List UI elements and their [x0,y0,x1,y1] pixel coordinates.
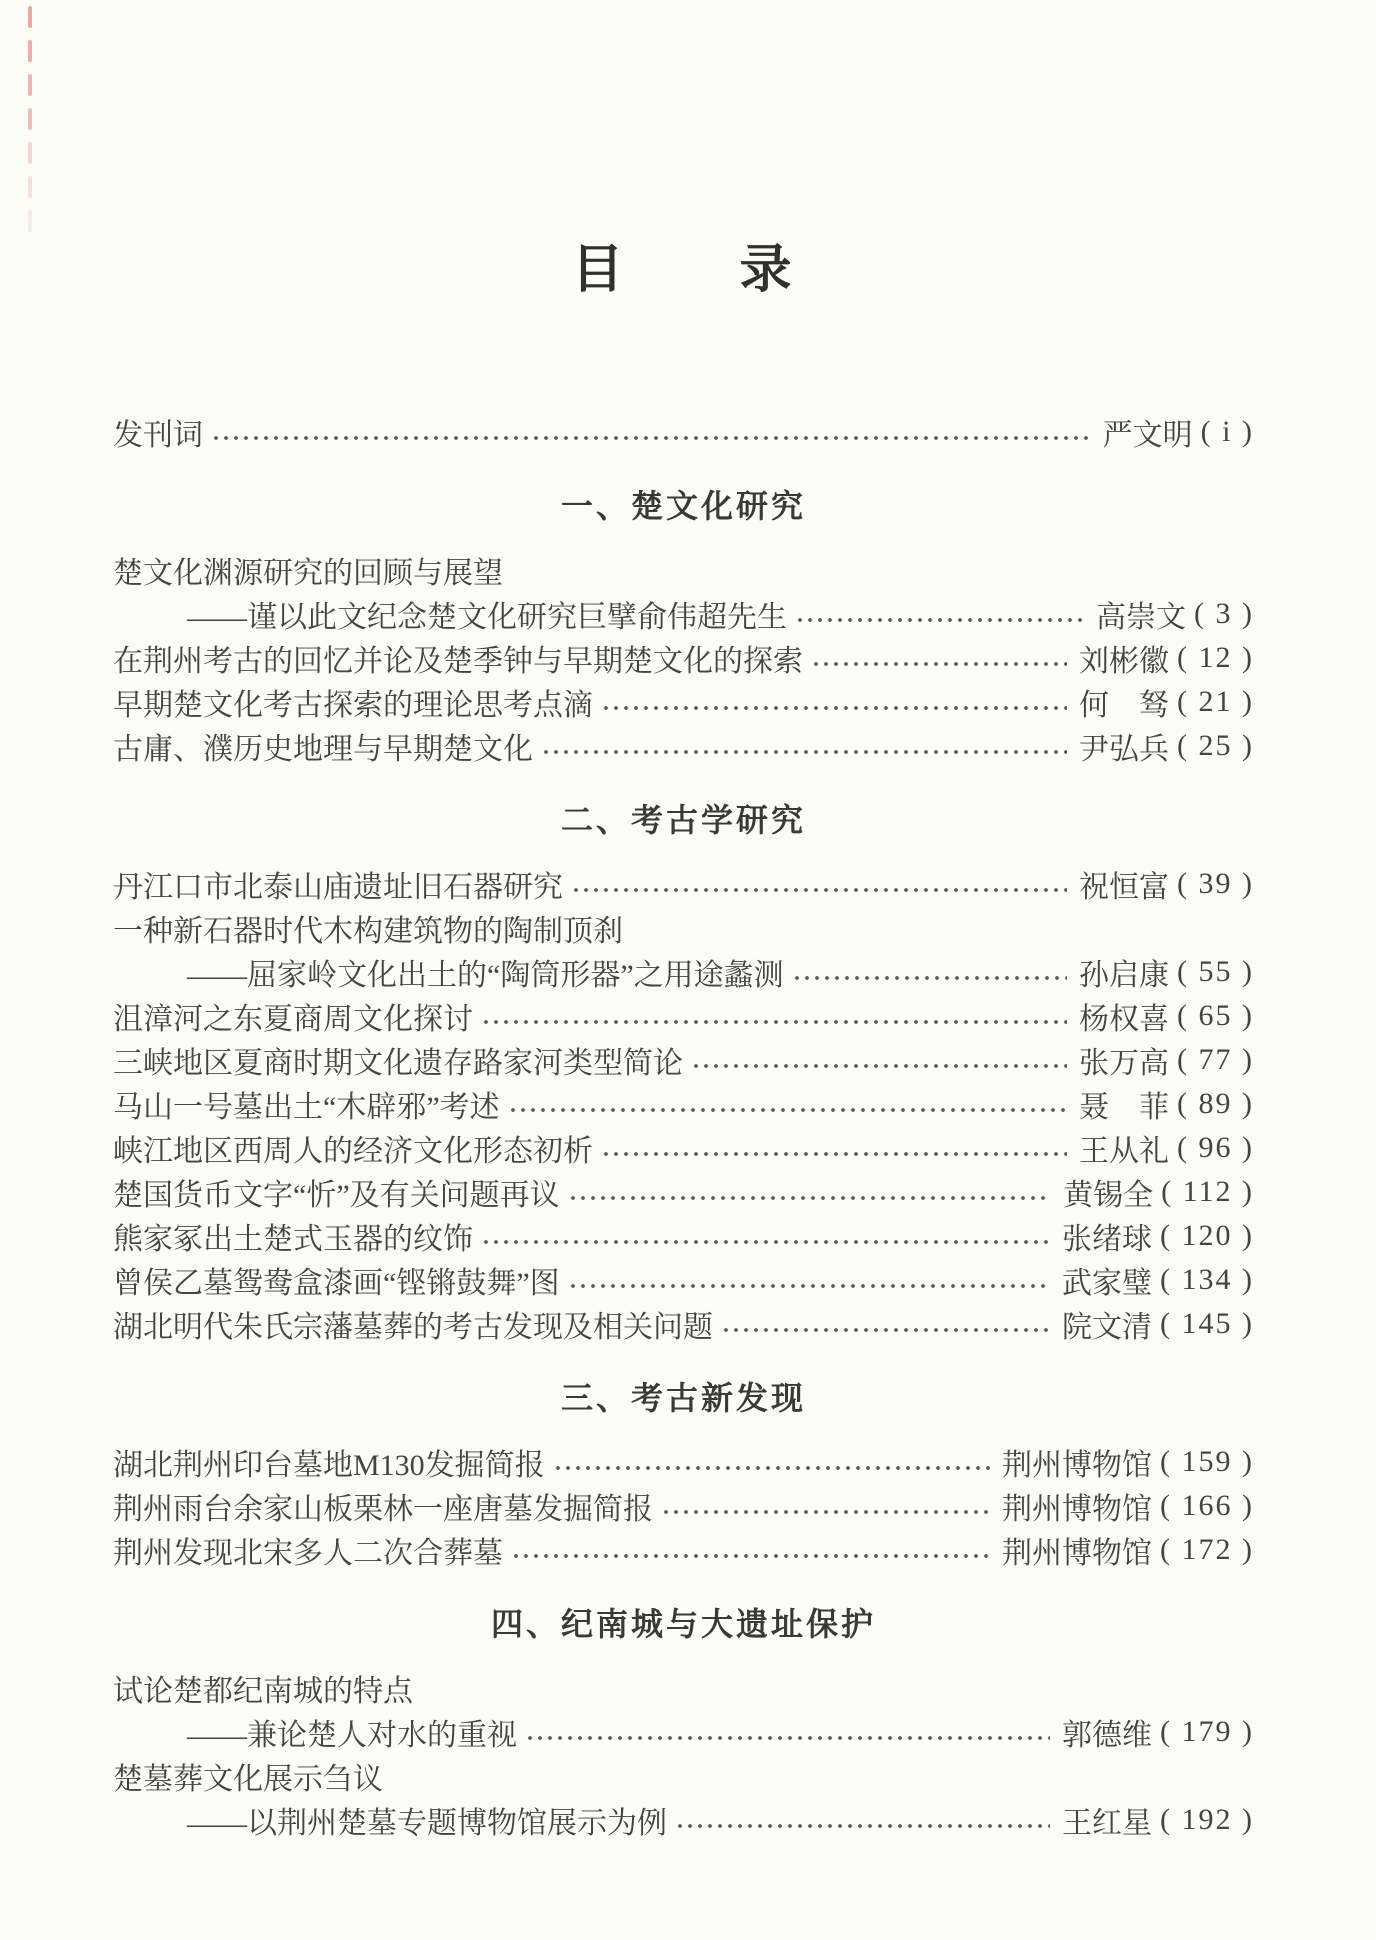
dot-leader [509,1528,990,1572]
entry-title: 沮漳河之东夏商周文化探讨 [113,1003,473,1036]
entry-title: 楚墓葬文化展示刍议 [113,1763,383,1796]
entry-page: ( 179 ) [1160,1715,1254,1748]
red-edge-mark [28,6,32,28]
entry-author: 黄锡全 [1063,1179,1154,1212]
toc-entry [113,1440,1254,1484]
entry-author: 刘彬徽 [1079,645,1170,678]
dot-leader [599,1126,1067,1170]
dot-leader [793,592,1084,636]
dot-leader [659,1484,990,1528]
entry-title: 楚国货币文字“忻”及有关问题再议 [113,1179,560,1212]
entry-author: 严文明 [1102,419,1193,452]
entry-title: ——以荆州楚墓专题博物馆展示为例 [187,1807,667,1840]
toc-page [113,0,1254,1842]
toc-entry [113,680,1254,724]
entry-title: 一种新石器时代木构建筑物的陶制顶刹 [113,915,623,948]
dot-leader [539,724,1067,768]
section-heading: 二、考古学研究 [560,802,806,838]
dot-leader [599,680,1067,724]
entry-title: 在荆州考古的回忆并论及楚季钟与早期楚文化的探索 [113,645,803,678]
entry-title: 楚文化渊源研究的回顾与展望 [113,557,503,590]
toc-entry [113,950,1254,994]
entry-page: ( 77 ) [1177,1043,1254,1076]
entry-title: 曾侯乙墓鸳鸯盒漆画“铿锵鼓舞”图 [113,1267,560,1300]
entry-title: 峡江地区西周人的经济文化形态初析 [113,1135,593,1168]
entry-author: 荆州博物馆 [1002,1493,1153,1526]
entry-author: 高崇文 [1096,601,1187,634]
page-title: 目 录 [571,242,796,299]
entry-page: ( 55 ) [1177,955,1254,988]
toc-entry [113,1082,1254,1126]
red-edge-mark [28,176,32,198]
entry-author: 祝恒富 [1079,871,1170,904]
entry-page: ( 192 ) [1160,1803,1254,1836]
entry-title: 古庸、濮历史地理与早期楚文化 [113,733,533,766]
entry-title: 荆州雨台余家山板栗林一座唐墓发掘简报 [113,1493,653,1526]
dot-leader [790,950,1067,994]
entry-author: 孙启康 [1079,959,1170,992]
entry-author: 何 驽 [1079,689,1170,722]
section-heading: 三、考古新发现 [560,1380,806,1416]
entry-author: 杨权喜 [1079,1003,1170,1036]
entry-page: ( 159 ) [1160,1445,1254,1478]
red-edge-mark [28,210,32,232]
entry-author: 王从礼 [1079,1135,1170,1168]
entry-title: 丹江口市北泰山庙遗址旧石器研究 [113,871,563,904]
section-heading: 四、纪南城与大遗址保护 [490,1606,876,1642]
dot-leader [566,1258,1050,1302]
entry-page: ( 39 ) [1177,867,1254,900]
red-edge-mark [28,108,32,130]
entry-author: 王红星 [1062,1807,1153,1840]
entry-page: ( 134 ) [1160,1263,1254,1296]
entry-title: 早期楚文化考古探索的理论思考点滴 [113,689,593,722]
entry-author: 武家璧 [1062,1267,1153,1300]
entry-page: ( 172 ) [1160,1533,1254,1566]
entry-title: 发刊词 [113,419,203,452]
entry-page: ( 12 ) [1177,641,1254,674]
toc-entry [113,1710,1254,1754]
entry-author: 院文清 [1062,1311,1153,1344]
toc-entry [113,1214,1254,1258]
toc-entry [113,1528,1254,1572]
toc-entry [113,994,1254,1038]
entry-title: 试论楚都纪南城的特点 [113,1675,413,1708]
toc-entry [113,1038,1254,1082]
entry-page: ( i ) [1200,415,1254,448]
entry-title: ——屈家岭文化出土的“陶筒形器”之用途蠡测 [187,959,784,992]
entry-author: 荆州博物馆 [1002,1449,1153,1482]
toc-entry [113,636,1254,680]
toc-entry [113,548,1254,592]
dot-leader [551,1440,990,1484]
entry-title: ——兼论楚人对水的重视 [187,1719,517,1752]
toc-entry [113,1126,1254,1170]
entry-page: ( 25 ) [1177,729,1254,762]
entry-title: 湖北荆州印台墓地M130发掘简报 [113,1449,545,1482]
toc-entry-frontmatter [113,410,1254,454]
section-heading: 一、楚文化研究 [560,488,806,524]
toc-entry [113,592,1254,636]
dot-leader [479,1214,1050,1258]
toc-entry [113,862,1254,906]
entry-page: ( 166 ) [1160,1489,1254,1522]
dot-leader [209,410,1091,454]
dot-leader [809,636,1067,680]
entry-title: ——谨以此文纪念楚文化研究巨擘俞伟超先生 [187,601,787,634]
toc-entry [113,1666,1254,1710]
entry-author: 荆州博物馆 [1002,1537,1153,1570]
toc-entry [113,724,1254,768]
entry-page: ( 65 ) [1177,999,1254,1032]
dot-leader [506,1082,1067,1126]
entry-page: ( 120 ) [1160,1219,1254,1252]
entry-page: ( 145 ) [1160,1307,1254,1340]
dot-leader [523,1710,1050,1754]
toc-entry [113,1170,1254,1214]
entry-page: ( 96 ) [1177,1131,1254,1164]
dot-leader [673,1798,1050,1842]
dot-leader [689,1038,1067,1082]
dot-leader [566,1170,1051,1214]
entry-title: 三峡地区夏商时期文化遗存路家河类型简论 [113,1047,683,1080]
dot-leader [479,994,1067,1038]
entry-author: 郭德维 [1062,1719,1153,1752]
toc-entry [113,1258,1254,1302]
entry-page: ( 3 ) [1194,597,1254,630]
entry-author: 张绪球 [1062,1223,1153,1256]
toc-list [113,410,1254,1842]
red-edge-mark [28,142,32,164]
entry-author: 聂 菲 [1079,1091,1170,1124]
red-edge-mark [28,40,32,62]
entry-title: 熊家冢出土楚式玉器的纹饰 [113,1223,473,1256]
entry-author: 张万高 [1079,1047,1170,1080]
entry-title: 湖北明代朱氏宗藩墓葬的考古发现及相关问题 [113,1311,713,1344]
entry-title: 马山一号墓出土“木辟邪”考述 [113,1091,500,1124]
toc-entry [113,1798,1254,1842]
dot-leader [719,1302,1050,1346]
toc-entry [113,906,1254,950]
toc-entry [113,1484,1254,1528]
toc-entry [113,1754,1254,1798]
red-edge-mark [28,74,32,96]
entry-title: 荆州发现北宋多人二次合葬墓 [113,1537,503,1570]
entry-page: ( 21 ) [1177,685,1254,718]
entry-page: ( 89 ) [1177,1087,1254,1120]
toc-entry [113,1302,1254,1346]
entry-page: ( 112 ) [1161,1175,1254,1208]
entry-author: 尹弘兵 [1079,733,1170,766]
dot-leader [569,862,1067,906]
